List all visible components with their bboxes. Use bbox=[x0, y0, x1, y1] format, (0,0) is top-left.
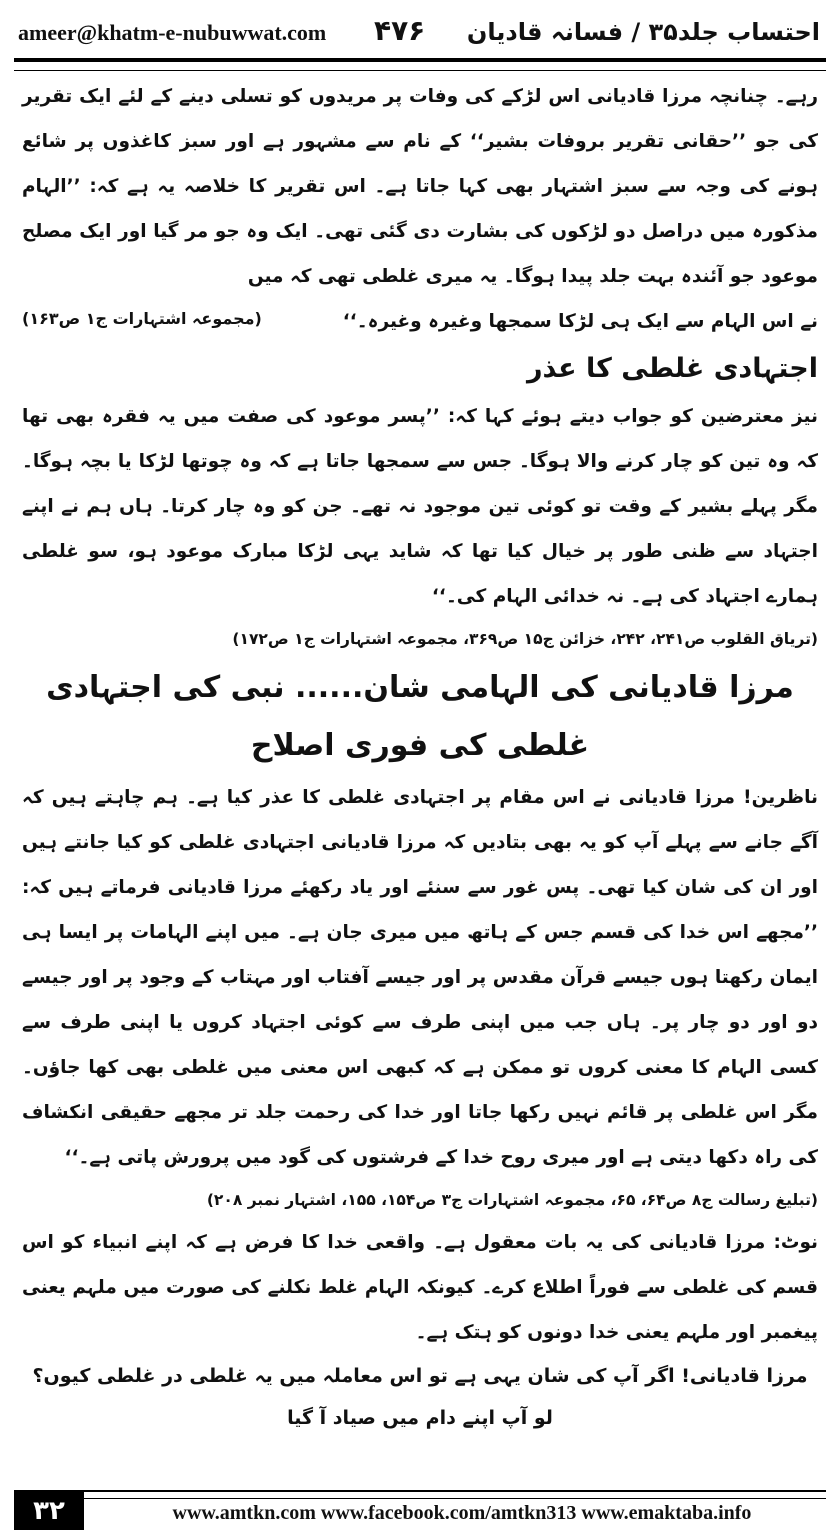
paragraph-1-closing bbox=[22, 299, 818, 344]
paragraph-2: نیز معترضین کو جواب دیتے ہوئے کہا کہ: ’’پسر موعود کی صفت میں یہ فقرہ بھی تھا کہ وہ تین کو چار کرنے والا ہوگا۔ جس سے سمجھا جاتا ہے کہ وہ چوتھا لڑکا یا بچہ ہوگا۔ مگر پہلے بشیر کے وقت تو کوئی تین موجود نہ تھے۔ جن کو وہ چار کرتا۔ ہاں ہم نے اپنے اجتہاد سے ظنی طور پر خیال کیا تھا کہ شاید یہی لڑکا مبارک موعود ہو، سو غلطی ہمارے اجتہاد کی ہے۔ نہ خدائی الہام کی۔‘‘ bbox=[22, 406, 818, 607]
reference-2: (تریاق القلوب ص۲۴۱، ۲۴۲، خزائن ج۱۵ ص۳۶۹، مجموعہ اشتہارات ج۱ ص۱۷۲) bbox=[232, 630, 818, 648]
closing-question: مرزا قادیانی! اگر آپ کی شان یہی ہے تو اس معاملہ میں یہ غلطی در غلطی کیوں؟ bbox=[32, 1365, 808, 1387]
reference-3: (تبلیغ رسالت ج۸ ص۶۴، ۶۵، مجموعہ اشتہارات ج۳ ص۱۵۴، ۱۵۵، اشتہار نمبر ۲۰۸) bbox=[206, 1191, 818, 1209]
header-divider bbox=[14, 58, 826, 71]
footer-page-badge: ۳۲ bbox=[14, 1492, 84, 1530]
paragraph-1: رہے۔ چنانچہ مرزا قادیانی اس لڑکے کی وفات پر مریدوں کو تسلی دینے کے لئے ایک تقریر کی جو ’’حقانی تقریر بروفات بشیر‘‘ کے نام سے مشہور ہے اور سبز کاغذوں پر شائع ہونے کی وجہ سے سبز اشتہار بھی کہا جاتا ہے۔ اس تقریر کا خلاصہ یہ ہے کہ: ’’الہام مذکورہ میں دراصل دو لڑکوں کی بشارت دی گئی تھی۔ ایک وہ جو مر گیا اور ایک مصلح موعود جو آئندہ بہت جلد پیدا ہوگا۔ یہ میری غلطی تھی کہ میں bbox=[22, 86, 818, 287]
paragraph-1-last-line: نے اس الہام سے ایک ہی لڑکا سمجھا وغیرہ وغیرہ۔‘‘ bbox=[342, 311, 818, 332]
heading-ilhami-shan: مرزا قادیانی کی الہامی شان...... نبی کی اجتہادی غلطی کی فوری اصلاح bbox=[46, 670, 794, 763]
footer-divider bbox=[14, 1490, 826, 1499]
page-footer bbox=[14, 1490, 826, 1532]
header-book-title: احتساب جلد۳۵ / فسانہ قادیان bbox=[466, 18, 820, 46]
page-header bbox=[14, 14, 826, 54]
header-email[interactable]: ameer@khatm-e-nubuwwat.com bbox=[18, 20, 327, 45]
page-body bbox=[22, 74, 818, 1439]
header-page-number: ۴۷۶ bbox=[374, 14, 426, 47]
closing-verse: لو آپ اپنے دام میں صیاد آ گیا bbox=[287, 1407, 553, 1429]
heading-ijtihadi-ghalti: اجتہادی غلطی کا عذر bbox=[526, 353, 818, 384]
reference-1: (مجموعہ اشتہارات ج۱ ص۱۶۳) bbox=[22, 309, 262, 328]
paragraph-3: ناظرین! مرزا قادیانی نے اس مقام پر اجتہادی غلطی کا عذر کیا ہے۔ ہم چاہتے ہیں کہ آگے جانے سے پہلے آپ کو یہ بھی بتادیں کہ مرزا قادیانی اجتہادی غلطی کو کیا جانتے ہیں اور ان کی شان کیا تھی۔ پس غور سے سنئے اور یاد رکھئے مرزا قادیانی فرماتے ہیں کہ: ’’مجھے اس خدا کی قسم جس کے ہاتھ میں میری جان ہے۔ میں اپنے الہامات پر ایسا ہی ایمان رکھتا ہوں جیسے قرآن مقدس پر اور جیسے آفتاب اور مہتاب کے وجود پر اور جیسے دو اور دو چار پر۔ ہاں جب میں اپنی طرف سے کوئی اجتہاد کروں یا اپنی طرف سے کسی الہام کا معنی کروں تو ممکن ہے کہ کبھی اس معنی میں غلطی بھی کھا جاؤں۔ مگر اس غلطی پر قائم نہیں رکھا جاتا اور خدا کی رحمت جلد تر مجھے حقیقی انکشاف کی راہ دکھا دیتی ہے اور میری روح خدا کے فرشتوں کی گود میں پرورش پاتی ہے۔‘‘ bbox=[22, 787, 818, 1168]
paragraph-4-note: نوٹ: مرزا قادیانی کی یہ بات معقول ہے۔ واقعی خدا کا فرض ہے کہ اپنے انبیاء کو اس قسم کی غلطی سے فوراً اطلاع کرے۔ کیونکہ الہام غلط نکلنے کی صورت میں ملہم یعنی پیغمبر اور ملہم یعنی خدا دونوں کو ہتک ہے۔ bbox=[22, 1232, 818, 1343]
footer-links[interactable]: www.amtkn.com www.facebook.com/amtkn313 www.emaktaba.info bbox=[172, 1502, 752, 1524]
